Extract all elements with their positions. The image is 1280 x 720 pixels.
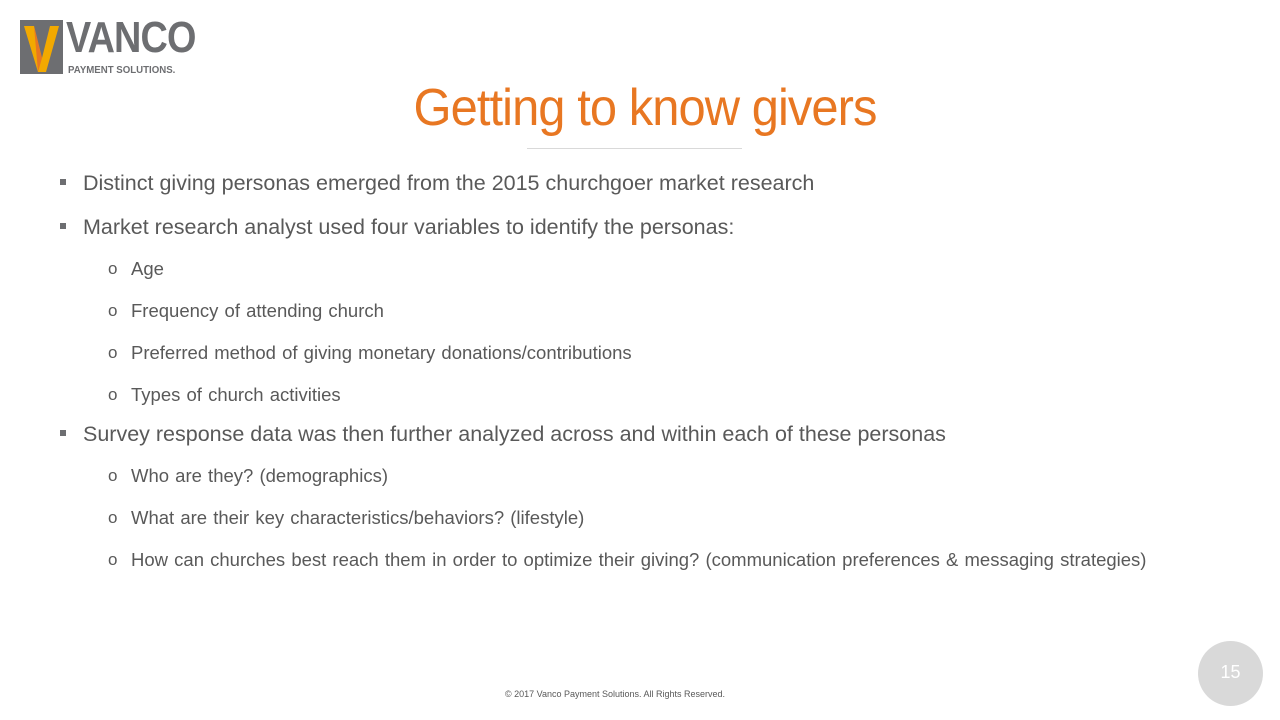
circle-bullet-icon: o bbox=[108, 466, 118, 485]
sub-bullet-item bbox=[58, 463, 1188, 488]
circle-bullet-icon: o bbox=[108, 301, 118, 320]
square-bullet-icon bbox=[60, 179, 66, 185]
bullet-text: Survey response data was then further analyzed across and within each of these personas bbox=[83, 422, 946, 446]
sub-bullet-text: Age bbox=[131, 258, 164, 279]
bullet-text: Market research analyst used four variables to identify the personas: bbox=[83, 215, 735, 239]
title-divider bbox=[527, 148, 742, 149]
bullet-item bbox=[58, 168, 1188, 198]
bullet-item bbox=[58, 419, 1188, 449]
copyright-footer: © 2017 Vanco Payment Solutions. All Rights Reserved. bbox=[504, 689, 726, 699]
square-bullet-icon bbox=[60, 430, 66, 436]
sub-bullet-text: Preferred method of giving monetary donations/contributions bbox=[131, 342, 632, 363]
bullet-item bbox=[58, 212, 1188, 242]
sub-bullet-text: What are their key characteristics/behaviors? (lifestyle) bbox=[131, 507, 585, 528]
slide-title: Getting to know givers bbox=[413, 79, 877, 137]
sub-bullet-text: Frequency of attending church bbox=[131, 300, 384, 321]
vanco-v-mark-icon bbox=[20, 20, 63, 74]
square-bullet-icon bbox=[60, 223, 66, 229]
sub-bullet-text: Types of church activities bbox=[131, 384, 341, 405]
sub-bullet-item bbox=[58, 382, 1188, 407]
bullet-text: Distinct giving personas emerged from the 2015 churchgoer market research bbox=[83, 171, 815, 195]
vanco-logo bbox=[20, 13, 196, 76]
page-number-badge: 15 bbox=[1198, 641, 1263, 706]
slide-body bbox=[58, 168, 1188, 589]
circle-bullet-icon: o bbox=[108, 259, 118, 278]
sub-bullet-item bbox=[58, 298, 1188, 323]
sub-bullet-text: How can churches best reach them in order to optimize their giving? (communication preferences & messaging strategies) bbox=[131, 549, 1147, 570]
sub-bullet-item bbox=[58, 505, 1188, 530]
logo-wordmark: VANCO bbox=[66, 13, 196, 62]
circle-bullet-icon: o bbox=[108, 508, 118, 527]
circle-bullet-icon: o bbox=[108, 550, 118, 569]
sub-bullet-text: Who are they? (demographics) bbox=[131, 465, 388, 486]
circle-bullet-icon: o bbox=[108, 385, 118, 404]
sub-bullet-item bbox=[58, 256, 1188, 281]
logo-tagline: PAYMENT SOLUTIONS. bbox=[68, 64, 176, 76]
circle-bullet-icon: o bbox=[108, 343, 118, 362]
sub-bullet-item bbox=[58, 547, 1188, 572]
sub-bullet-item bbox=[58, 340, 1188, 365]
